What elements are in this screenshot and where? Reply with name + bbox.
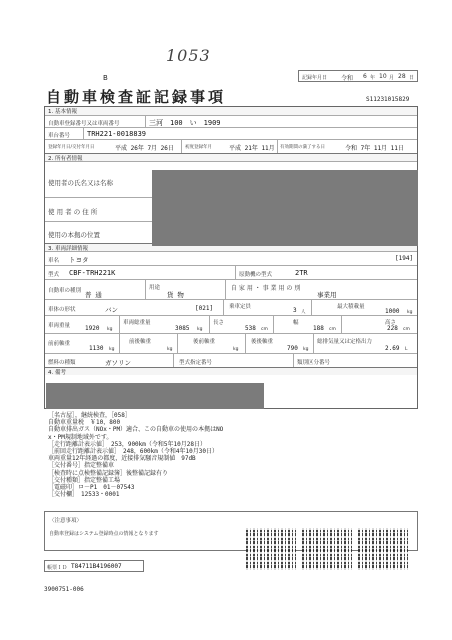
engine-label: 原動機の型式 xyxy=(239,272,273,278)
model-row xyxy=(45,265,417,279)
type-cert-label: 型式指定番号 xyxy=(179,360,213,366)
shape-code: [021] xyxy=(195,305,214,312)
record-id-box xyxy=(44,560,144,572)
handwritten-number: 1053 xyxy=(166,46,211,65)
fuel-row xyxy=(45,353,417,367)
first-registration-label: 登録年月日/交付年月日 xyxy=(48,145,95,150)
registration-label: 自動車登録番号又は車両番号 xyxy=(48,121,120,127)
business-use-label: 自 家 用 ・ 事 業 用 の 別 xyxy=(231,285,301,292)
front-rear-axle-unit: kg xyxy=(167,347,173,352)
capacity-label: 乗車定員 xyxy=(229,304,252,310)
remarks-line: 車両重量12年経過の都度，近接排気騒音規制値 97dB xyxy=(48,455,196,463)
height-value: 228 xyxy=(387,325,398,332)
gross-weight-label: 車両総重量 xyxy=(123,320,151,326)
kind-value: 普 通 xyxy=(85,291,102,299)
remarks-line: 自動車重量税 ￥10，800 xyxy=(48,419,121,427)
record-date-day-unit: 日 xyxy=(409,75,415,81)
base-location-label: 使用の本拠の位置 xyxy=(48,231,100,239)
maker-label: 車名 xyxy=(48,258,60,264)
shape-row xyxy=(45,299,417,315)
maker-code: [194] xyxy=(395,255,414,262)
record-date-month: 10 xyxy=(379,73,387,80)
qr-code-3 xyxy=(358,528,408,570)
rear-rear-axle-unit: kg xyxy=(303,347,309,352)
remarks-line: ［交付番号］指定整備車 xyxy=(48,462,115,470)
document-serial: S11231015829 xyxy=(366,96,410,103)
qr-code-2 xyxy=(302,528,352,570)
use-label: 用途 xyxy=(149,285,161,291)
footer-note-label: 〈注意事項〉 xyxy=(49,518,83,524)
rear-rear-axle-label: 後後軸重 xyxy=(251,339,274,345)
chassis-row xyxy=(45,127,417,139)
expiry-value: 令和 7年 11月 11日 xyxy=(345,145,404,152)
remarks-line: 自動車排出ガス（NOx・PM）適合、この自動車の使用の本拠はNO xyxy=(48,426,224,434)
record-date-era: 令和 xyxy=(341,75,354,82)
remarks-text xyxy=(48,412,223,498)
kind-row xyxy=(45,279,417,299)
record-date-year: 6 xyxy=(363,73,367,80)
width-label: 幅 xyxy=(293,320,299,326)
capacity-unit: 人 xyxy=(301,310,306,315)
registration-row xyxy=(45,115,417,127)
remarks-line: x・PM規制地域外です。 xyxy=(48,433,113,441)
weight-unit: kg xyxy=(107,327,113,332)
gross-weight-value: 3085 xyxy=(175,325,190,332)
remarks-line: ［電磁印］ロ－P1 01－07543 xyxy=(48,484,135,492)
form-variant-letter: B xyxy=(103,74,108,82)
section-remarks-heading: 4. 備考 xyxy=(45,367,417,375)
shape-label: 車体の形状 xyxy=(48,307,76,313)
maker-value: トヨタ xyxy=(69,256,89,264)
remarks-line: ［前回走行距離計表示値］ 248，600km（令和4年10月30日） xyxy=(48,448,218,456)
model-label: 型式 xyxy=(48,272,60,278)
length-label: 長さ xyxy=(213,320,225,326)
capacity-value: 3 xyxy=(293,307,297,314)
fuel-label: 燃料の種類 xyxy=(48,360,76,366)
first-registration-value: 平成 26年 7月 26日 xyxy=(115,145,174,152)
width-value: 188 xyxy=(313,325,324,332)
dates-row xyxy=(45,139,417,153)
model-value: CBF-TRH221K xyxy=(69,269,116,277)
redacted-remarks-header xyxy=(46,383,264,409)
axle-row xyxy=(45,333,417,353)
record-date-box xyxy=(298,70,418,82)
chassis-label: 車台番号 xyxy=(48,133,71,139)
record-date-month-unit: 月 xyxy=(389,75,395,81)
chassis-value: TRH221-0018839 xyxy=(87,130,147,138)
rear-front-axle-unit: kg xyxy=(233,347,239,352)
footer-note-text: 自動車登録はシステム登録時点の情報となります xyxy=(49,531,159,537)
record-date-label: 記録年月日 xyxy=(302,75,328,81)
front-front-axle-value: 1130 xyxy=(89,345,104,352)
document-title: 自動車検査証記録事項 xyxy=(46,88,227,106)
shape-value: バン xyxy=(105,306,118,314)
front-front-axle-unit: kg xyxy=(109,347,115,352)
remarks-line: ［名古屋］，継続検査，［058］ xyxy=(48,412,131,419)
max-load-value: 1000 xyxy=(385,308,400,315)
dimension-row xyxy=(45,315,417,333)
record-date-year-unit: 年 xyxy=(370,75,376,81)
user-name-label: 使用者の氏名又は名称 xyxy=(48,179,113,187)
weight-value: 1920 xyxy=(85,325,100,332)
width-unit: cm xyxy=(329,327,336,332)
front-rear-axle-label: 前後軸重 xyxy=(129,339,152,345)
weight-label: 車両重量 xyxy=(48,323,71,329)
first-year-value: 平成 21年 11月 xyxy=(229,145,275,152)
gross-weight-unit: kg xyxy=(197,327,203,332)
length-value: 538 xyxy=(245,325,256,332)
max-load-unit: kg xyxy=(407,310,413,315)
redacted-owner-info xyxy=(152,170,418,246)
kind-label: 自動車の種別 xyxy=(48,288,82,294)
qr-code-1 xyxy=(246,528,296,570)
record-id-value: T84711B4196007 xyxy=(71,563,122,570)
business-use-value: 事業用 xyxy=(317,291,337,299)
expiry-label: 有効期間の満了する日 xyxy=(280,145,325,150)
height-unit: cm xyxy=(403,327,410,332)
record-id-label: 帳票ＩＤ xyxy=(47,565,68,571)
form-code: 3900751-006 xyxy=(44,586,84,593)
front-front-axle-label: 前前軸重 xyxy=(48,341,71,347)
registration-value: 三河 100 い 1909 xyxy=(149,119,221,127)
rear-rear-axle-value: 790 xyxy=(287,345,298,352)
length-unit: cm xyxy=(261,327,268,332)
displacement-label: 総排気量又は定格出力 xyxy=(317,339,373,345)
remarks-line: ［交付欄］ 12533・0001 xyxy=(48,491,120,499)
section-owner-heading: 2. 所有者情報 xyxy=(45,153,417,161)
user-address-label: 使 用 者 の 住 所 xyxy=(48,208,98,216)
displacement-unit: L xyxy=(405,347,408,352)
displacement-value: 2.69 xyxy=(385,345,400,352)
rear-front-axle-label: 後前軸重 xyxy=(193,339,216,345)
remarks-line: ［検査時に点検整備記録簿］後整備記録有り xyxy=(48,469,169,477)
fuel-value: ガソリン xyxy=(105,359,131,367)
section-basic-heading: 1. 基本情報 xyxy=(45,107,417,115)
use-value: 貨 物 xyxy=(167,291,184,299)
first-year-label: 初度登録年月 xyxy=(185,145,212,150)
record-date-day: 28 xyxy=(398,73,406,80)
section-vehicle-heading: 3. 車両詳細情報 xyxy=(45,243,417,251)
maker-row xyxy=(45,251,417,265)
remarks-line: ［交付種類］指定整備工場 xyxy=(48,476,121,484)
height-label: 高さ xyxy=(385,320,397,326)
max-load-label: 最大積載量 xyxy=(337,304,365,310)
inspection-record-form xyxy=(44,106,418,409)
class-number-label: 類別区分番号 xyxy=(297,360,331,366)
remarks-line: ［走行距離計表示値］ 253，900km（令和5年10月28日） xyxy=(48,440,206,448)
engine-value: 2TR xyxy=(295,269,308,277)
